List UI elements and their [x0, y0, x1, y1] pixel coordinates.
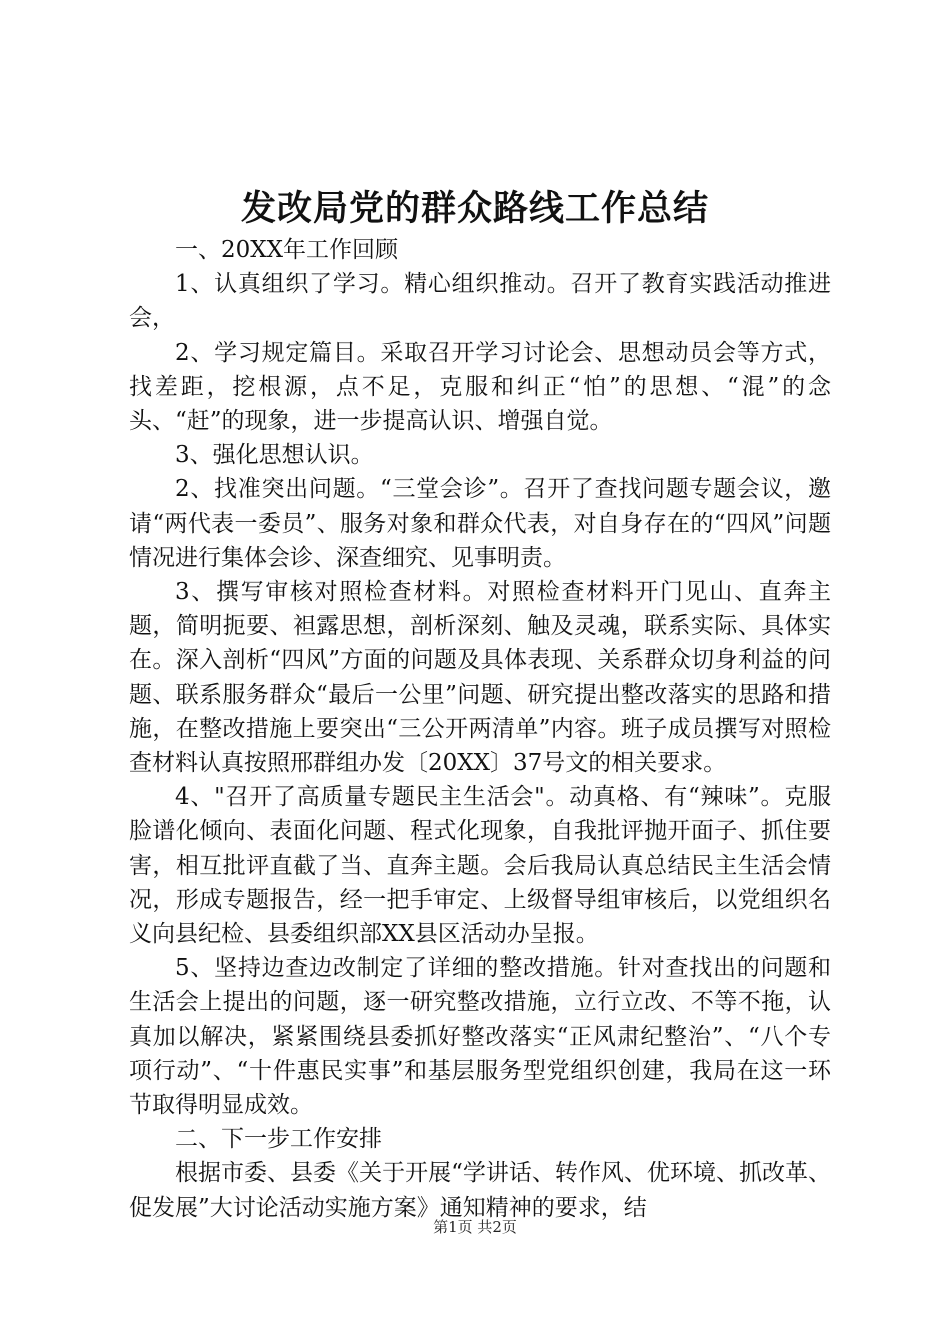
document-title: 发改局党的群众路线工作总结 [240, 189, 709, 229]
paragraph: 5、坚持边查边改制定了详细的整改措施。针对查找出的问题和生活会上提出的问题，逐一研究整改措施，立行立改、不等不拖，认真加以解决，紧紧围绕县委抓好整改落实“正风肃纪整治”、“八个专项行动”、“十件惠民实事”和基层服务型党组织创建，我局在这一环节取得明显成效。 [129, 955, 831, 1119]
paragraph: 2、学习规定篇目。采取召开学习讨论会、思想动员会等方式，找差距，挖根源，点不足，克服和纠正“怕”的思想、“混”的念头、“赶”的现象，进一步提高认识、增强自觉。 [129, 339, 831, 435]
paragraph: 3、撰写审核对照检查材料。对照检查材料开门见山、直奔主题，简明扼要、袒露思想，剖析深刻、触及灵魂，联系实际、具体实在。深入剖析“四风”方面的问题及具体表现、关系群众切身利益的问题、联系服务群众“最后一公里”问题、研究提出整改落实的思路和措施，在整改措施上要突出“三公开两清单”内容。班子成员撰写对照检查材料认真按照邢群组办发〔20XX〕37号文的相关要求。 [129, 579, 831, 777]
page-footer: 第1页 共2页 [433, 1218, 517, 1236]
paragraph: 根据市委、县委《关于开展“学讲话、转作风、优环境、抓改革、促发展”大讨论活动实施方案》通知精神的要求，结 [129, 1160, 831, 1221]
document-body [129, 233, 831, 1225]
section-heading: 二、下一步工作安排 [175, 1126, 382, 1153]
paragraph: 2、找准突出问题。“三堂会诊”。召开了查找问题专题会议，邀请“两代表一委员”、服务对象和群众代表，对自身存在的“四风”问题情况进行集体会诊、深查细究、见事明责。 [129, 476, 831, 571]
paragraph: 4、"召开了高质量专题民主生活会"。动真格、有“辣味”。克服脸谱化倾向、表面化问题、程式化现象，自我批评抛开面子、抓住要害，相互批评直截了当、直奔主题。会后我局认真总结民主生活会情况，形成专题报告，经一把手审定、上级督导组审核后，以党组织名义向县纪检、县委组织部XX县区活动办呈报。 [129, 784, 831, 948]
paragraph: 1、认真组织了学习。精心组织推动。召开了教育实践活动推进会， [129, 271, 831, 332]
paragraph: 3、强化思想认识。 [175, 442, 374, 469]
section-heading: 一、20XX年工作回顾 [175, 237, 399, 263]
